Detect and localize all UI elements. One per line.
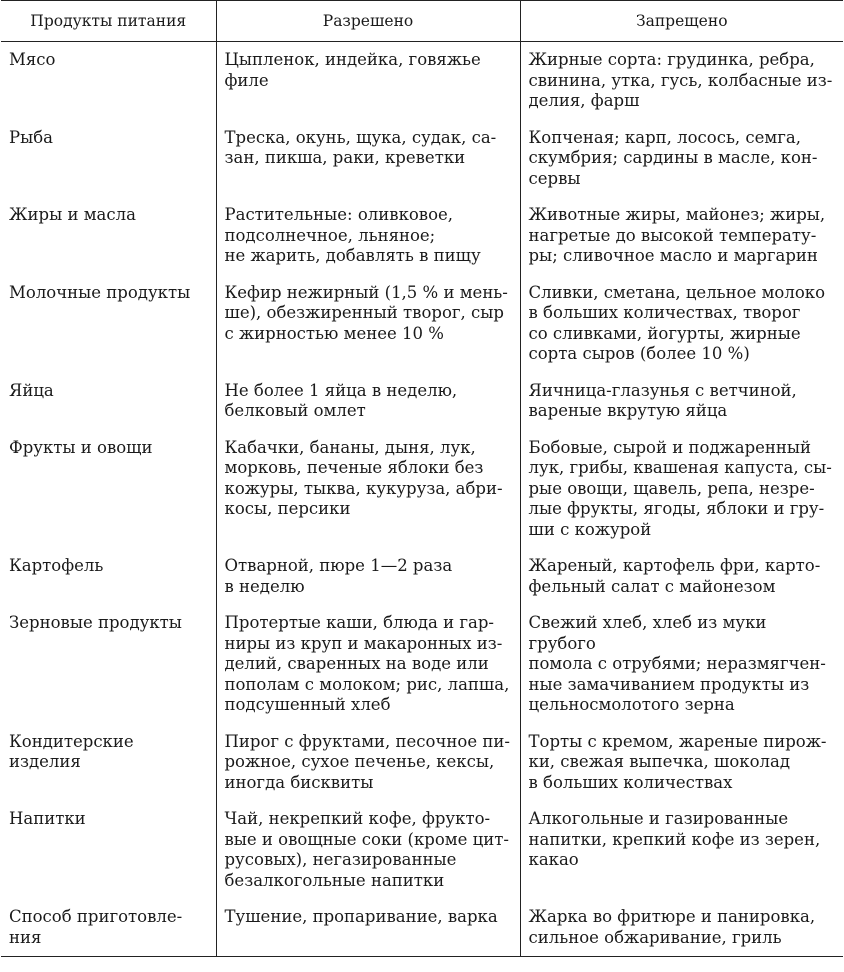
- table-row: [1, 373, 843, 430]
- allowed-cell: Кефир нежирный (1,5 % и мень- ше), обезжиренный творог, сыр с жирностью менее 10 %: [216, 275, 520, 373]
- forbidden-cell: Копченая; карп, лосось, семга, скумбрия; сардины в масле, кон- сервы: [520, 120, 843, 198]
- forbidden-cell: Бобовые, сырой и поджаренный лук, грибы, квашеная капуста, сы- рые овощи, щавель, репа, незре- лые фрукты, ягоды, яблоки и гру- ши с кожурой: [520, 430, 843, 549]
- allowed-cell: Кабачки, бананы, дыня, лук, морковь, печеные яблоки без кожуры, тыква, кукуруза, абри- косы, персики: [216, 430, 520, 549]
- table-row: [1, 275, 843, 373]
- header-allowed: Разрешено: [216, 1, 520, 42]
- forbidden-cell: Яичница-глазунья с ветчиной, вареные вкрутую яйца: [520, 373, 843, 430]
- allowed-cell: Протертые каши, блюда и гар- ниры из круп и макаронных из- делий, сваренных на воде или пополам с молоком; рис, лапша, подсушенный хлеб: [216, 605, 520, 724]
- allowed-cell: Пирог с фруктами, песочное пи- рожное, сухое печенье, кексы, иногда бисквиты: [216, 724, 520, 802]
- category-cell: Фрукты и овощи: [1, 430, 216, 549]
- forbidden-cell: Алкогольные и газированные напитки, крепкий кофе из зерен, какао: [520, 801, 843, 899]
- table-row: [1, 605, 843, 724]
- table-row: [1, 548, 843, 605]
- category-cell: Напитки: [1, 801, 216, 899]
- forbidden-cell: Жарка во фритюре и панировка, сильное обжаривание, гриль: [520, 899, 843, 957]
- category-cell: Яйца: [1, 373, 216, 430]
- category-cell: Мясо: [1, 42, 216, 120]
- allowed-cell: Тушение, пропаривание, варка: [216, 899, 520, 957]
- table-header-row: [1, 1, 843, 42]
- table-row: [1, 899, 843, 957]
- category-cell: Рыба: [1, 120, 216, 198]
- table-row: [1, 430, 843, 549]
- allowed-cell: Не более 1 яйца в неделю, белковый омлет: [216, 373, 520, 430]
- forbidden-cell: Животные жиры, майонез; жиры, нагретые до высокой температу- ры; сливочное масло и маргарин: [520, 197, 843, 275]
- forbidden-cell: Сливки, сметана, цельное молоко в больших количествах, творог со сливками, йогурты, жирные сорта сыров (более 10 %): [520, 275, 843, 373]
- allowed-cell: Чай, некрепкий кофе, фрукто- вые и овощные соки (кроме цит- русовых), негазированные безалкогольные напитки: [216, 801, 520, 899]
- table-row: [1, 724, 843, 802]
- allowed-cell: Треска, окунь, щука, судак, са- зан, пикша, раки, креветки: [216, 120, 520, 198]
- allowed-cell: Растительные: оливковое, подсолнечное, льняное; не жарить, добавлять в пищу: [216, 197, 520, 275]
- allowed-cell: Отварной, пюре 1—2 раза в неделю: [216, 548, 520, 605]
- allowed-cell: Цыпленок, индейка, говяжье филе: [216, 42, 520, 120]
- category-cell: Молочные продукты: [1, 275, 216, 373]
- diet-table: [1, 0, 843, 957]
- forbidden-cell: Жареный, картофель фри, карто- фельный салат с майонезом: [520, 548, 843, 605]
- header-products: Продукты питания: [1, 1, 216, 42]
- category-cell: Жиры и масла: [1, 197, 216, 275]
- table-row: [1, 42, 843, 120]
- header-forbidden: Запрещено: [520, 1, 843, 42]
- category-cell: Способ приготовле- ния: [1, 899, 216, 957]
- forbidden-cell: Жирные сорта: грудинка, ребра, свинина, утка, гусь, колбасные из- делия, фарш: [520, 42, 843, 120]
- category-cell: Кондитерские изделия: [1, 724, 216, 802]
- category-cell: Зерновые продукты: [1, 605, 216, 724]
- table-row: [1, 120, 843, 198]
- category-cell: Картофель: [1, 548, 216, 605]
- table-row: [1, 801, 843, 899]
- forbidden-cell: Торты с кремом, жареные пирож- ки, свежая выпечка, шоколад в больших количествах: [520, 724, 843, 802]
- table-row: [1, 197, 843, 275]
- forbidden-cell: Свежий хлеб, хлеб из муки грубого помола с отрубями; неразмягчен- ные замачиванием продукты из цельносмолотого зерна: [520, 605, 843, 724]
